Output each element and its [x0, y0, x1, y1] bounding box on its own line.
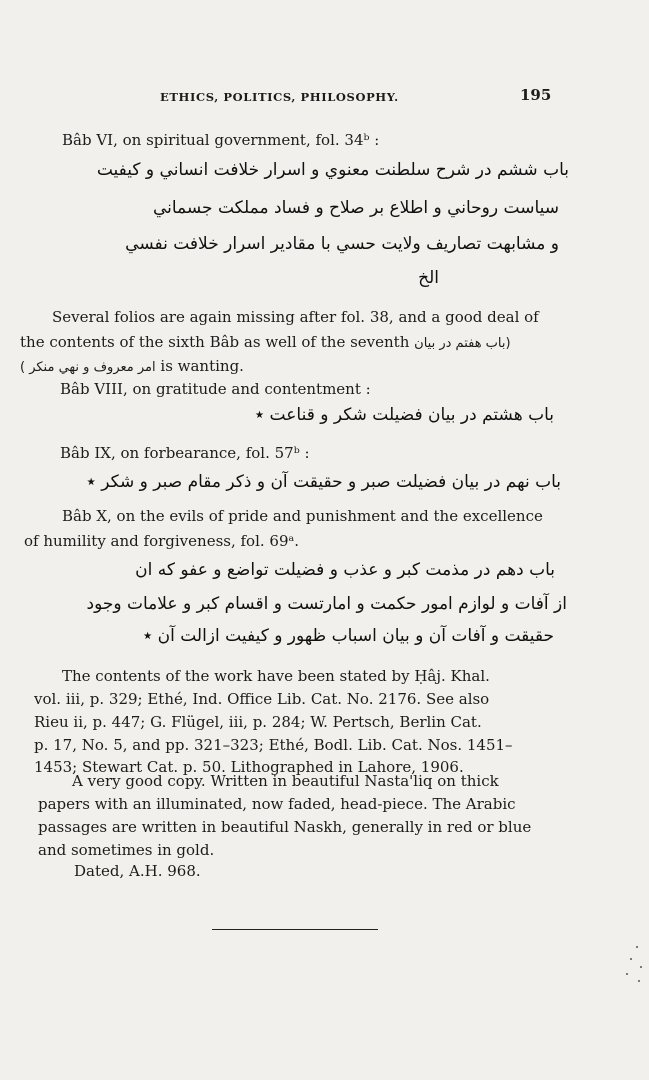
- bab10-heading-line-1: Bâb X, on the evils of pride and punishment and the excellence: [62, 507, 543, 525]
- dated-line: Dated, A.H. 968.: [74, 862, 201, 880]
- bab10-heading-line-2: of humility and forgiveness, fol. 69ᵃ.: [24, 532, 300, 550]
- scan-speck: [626, 973, 628, 975]
- note-line-1: Several folios are again missing after fol. 38, and a good deal of: [52, 308, 539, 326]
- note-line-2: [20, 333, 511, 351]
- contents-line-3: Rieu ii, p. 447; G. Flügel, iii, p. 284; W. Pertsch, Berlin Cat.: [34, 713, 482, 731]
- note-line-3-arabic: امر معروف و نهي منكر ): [20, 360, 156, 375]
- note-line-3: [20, 357, 244, 375]
- bab10-arabic-line-1: باب دهم در مذمت كبر و عذب و فضيلت تواضع و عفو كه ان: [135, 560, 555, 580]
- contents-line-5: 1453; Stewart Cat. p. 50. Lithographed in Lahore, 1906.: [34, 758, 464, 776]
- copy-line-1: A very good copy. Written in beautiful Nasta'liq on thick: [72, 772, 499, 790]
- scan-speck: [636, 946, 638, 948]
- bab8-arabic-line-1: باب هشتم در بيان فضيلت شكر و قناعت ٭: [254, 405, 554, 425]
- contents-line-4: p. 17, No. 5, and pp. 321–323; Ethé, Bodl. Lib. Cat. Nos. 1451–: [34, 736, 513, 754]
- bab10-arabic-line-2: از آفات و لوازم امور حكمت و امارتست و اقسام كبر و علامات وجود: [86, 594, 567, 614]
- scan-speck: [630, 958, 632, 960]
- bab6-arabic-line-4: الخ: [418, 268, 439, 288]
- section-divider-rule: [212, 929, 378, 930]
- running-header: ETHICS, POLITICS, PHILOSOPHY.: [160, 90, 399, 104]
- bab6-arabic-line-1: باب ششم در شرح سلطنت معنوي و اسرار خلافت انساني و كيفيت: [96, 160, 569, 180]
- copy-line-3: passages are written in beautiful Naskh, generally in red or blue: [38, 818, 532, 836]
- scan-speck: [638, 980, 640, 982]
- page-number: 195: [520, 86, 552, 104]
- bab9-arabic-line-1: باب نهم در بيان فضيلت صبر و حقيقت آن و ذكر مقام صبر و شكر ٭: [86, 472, 561, 492]
- bab8-heading: Bâb VIII, on gratitude and contentment :: [60, 380, 371, 398]
- bab9-heading: Bâb IX, on forbearance, fol. 57ᵇ :: [60, 444, 310, 462]
- copy-line-2: papers with an illuminated, now faded, head-piece. The Arabic: [38, 795, 516, 813]
- note-line-2-text: the contents of the sixth Bâb as well of the seventh: [20, 333, 410, 351]
- bab6-arabic-line-3: و مشابهت تصاريف ولايت حسي با مقادير اسرار خلافت نفسي: [125, 234, 559, 254]
- contents-line-2: vol. iii, p. 329; Ethé, Ind. Office Lib. Cat. No. 2176. See also: [34, 690, 490, 708]
- bab6-arabic-line-2: سياست روحاني و اطلاع بر صلاح و فساد مملكت جسماني: [152, 198, 559, 218]
- note-line-3-text: is wanting.: [160, 357, 244, 375]
- contents-line-1: The contents of the work have been stated by Ḥâj. Khal.: [62, 667, 490, 685]
- note-line-2-arabic: (باب هفتم در بيان: [414, 336, 511, 351]
- copy-line-4: and sometimes in gold.: [38, 841, 215, 859]
- bab10-arabic-line-3: حقيقت و آفات آن و بيان اسباب ظهور و كيفيت ازالت آن ٭: [142, 626, 554, 646]
- bab6-heading: Bâb VI, on spiritual government, fol. 34ᵇ :: [62, 131, 380, 149]
- scan-speck: [640, 966, 642, 968]
